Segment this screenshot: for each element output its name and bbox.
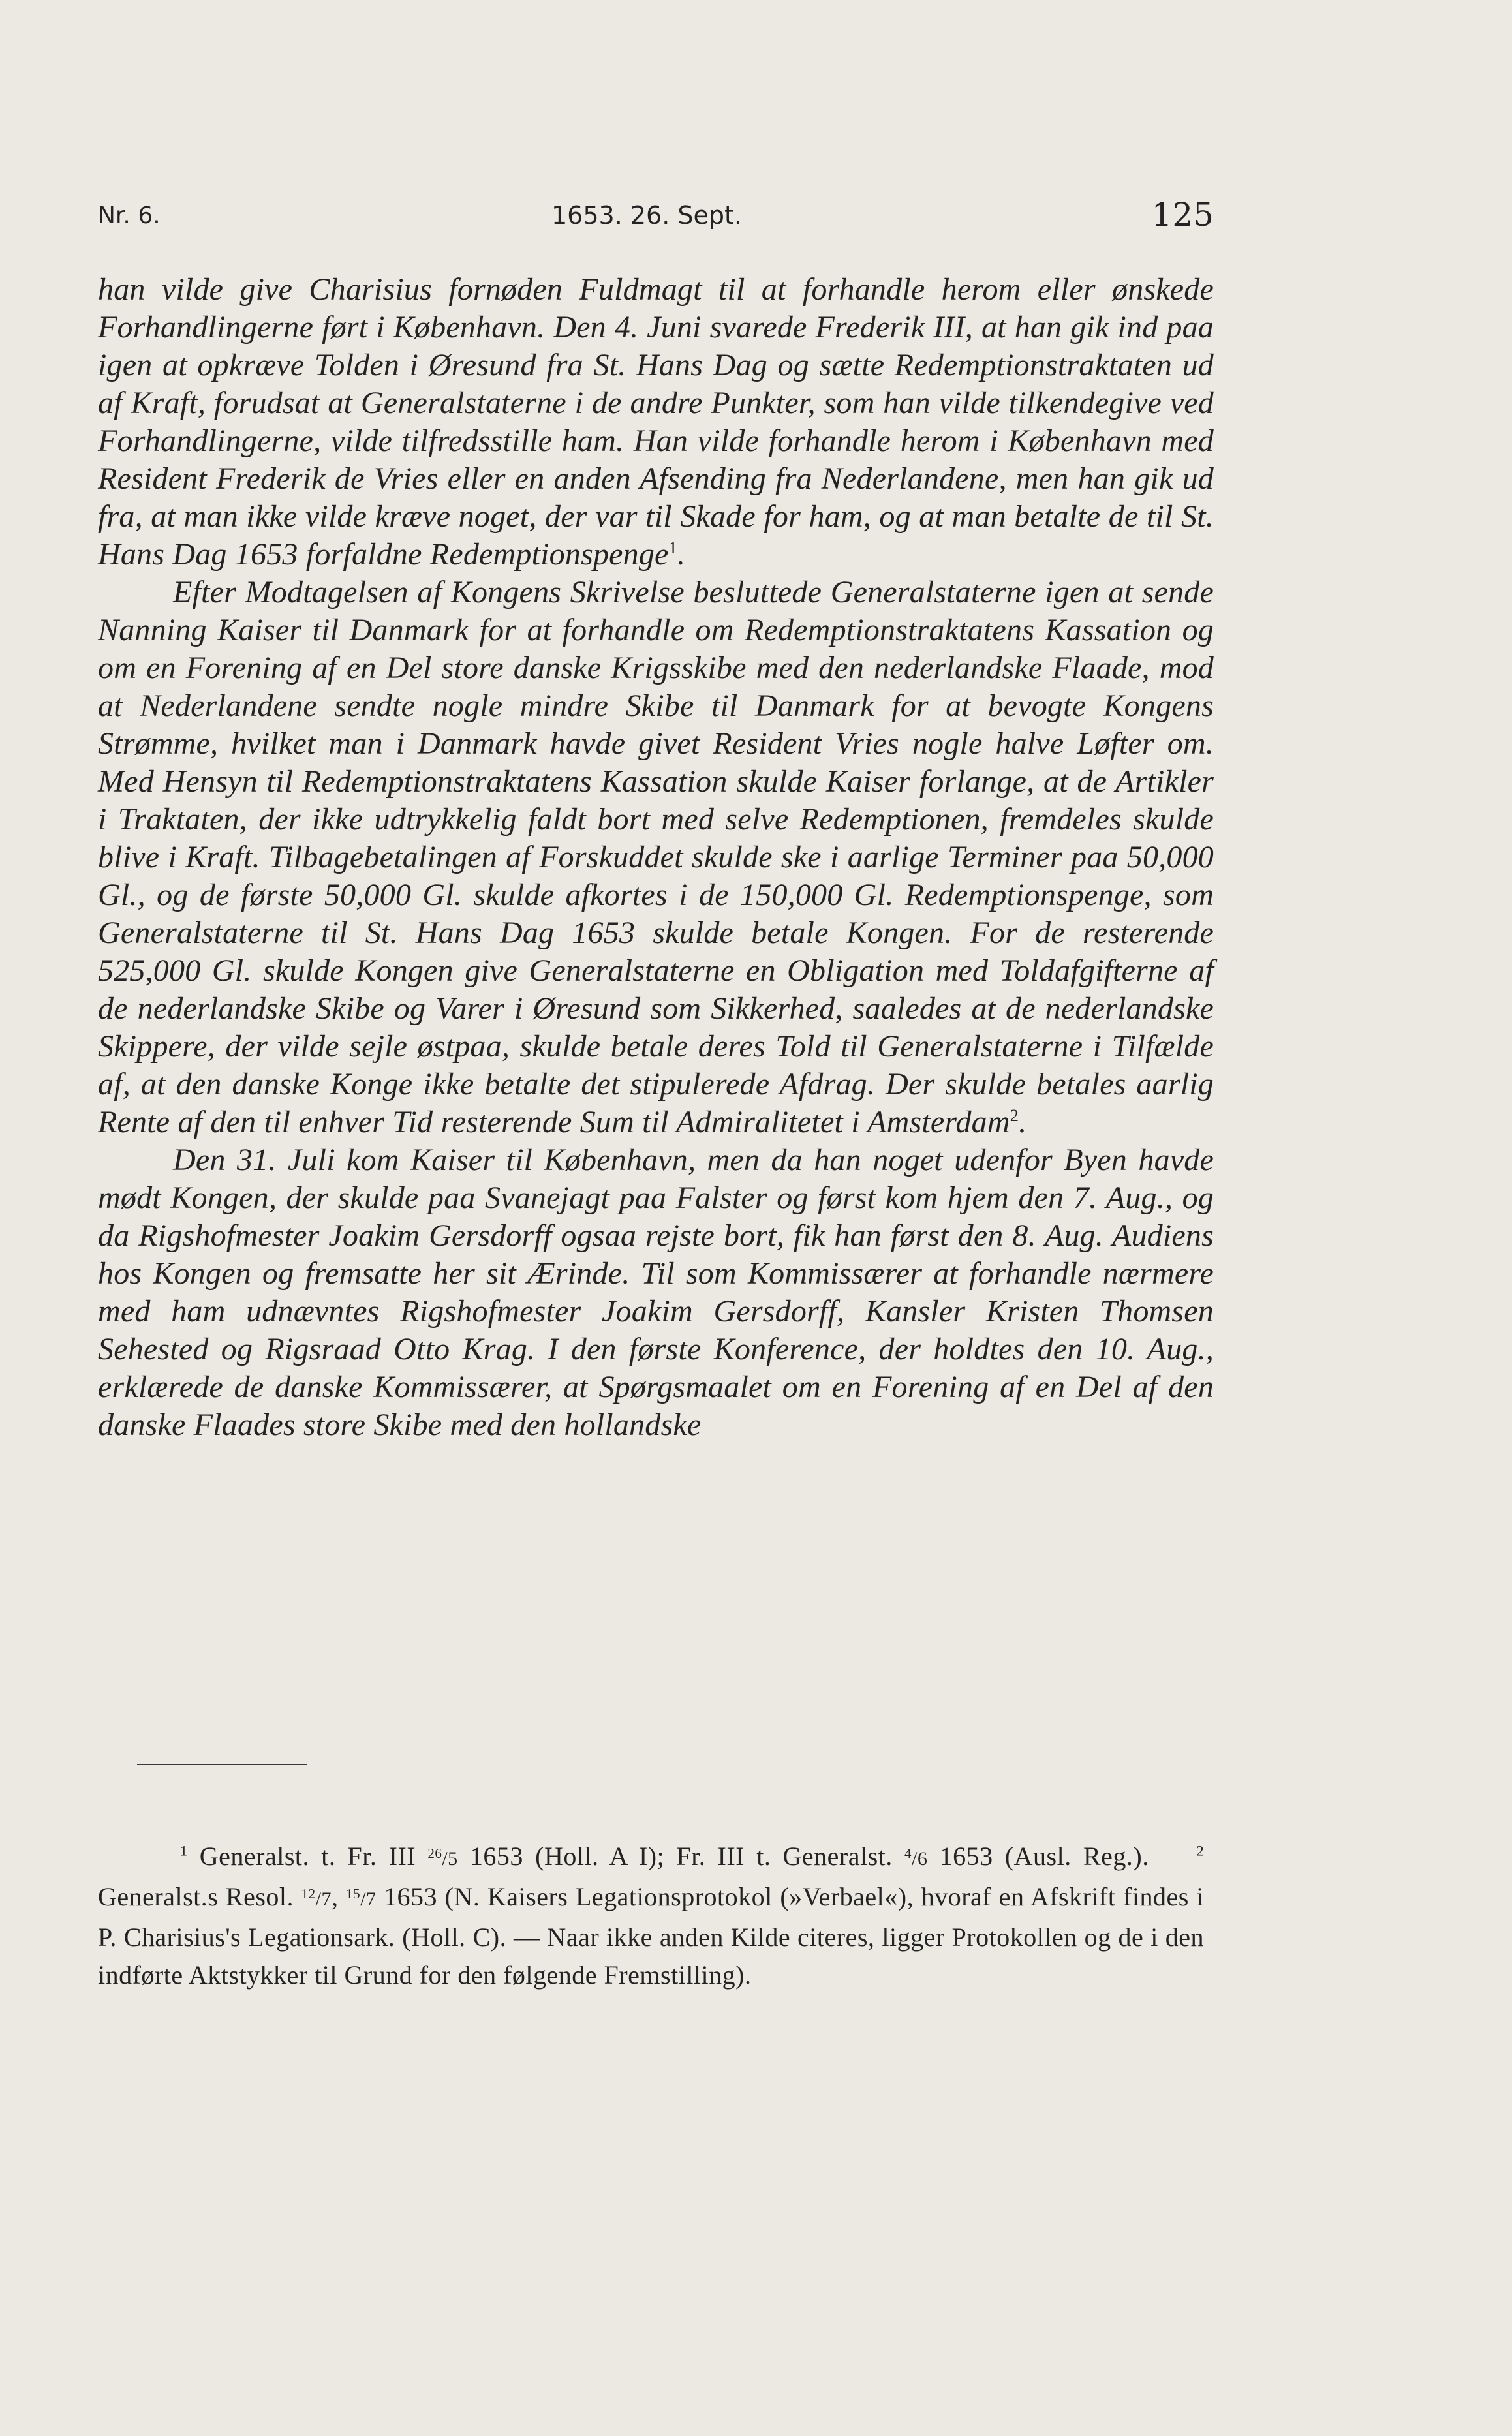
footnote-2-date-2: $^{15}$/7 bbox=[346, 1886, 377, 1910]
paragraph-2-end: . bbox=[1019, 1105, 1027, 1139]
paragraph-3-text: Den 31. Juli kom Kaiser til København, men da han noget udenfor Byen havde mødt Kongen, der skulde paa Svanejagt paa Falster og først kom hjem den 7. Aug., og da Rigshofmester Joakim Gersdorff ogsaa rejste bort, fik han først den 8. Aug. Audiens hos Kongen og fremsatte her sit Ærinde. Til som Kommissærer at forhandle nærmere med ham udnævntes Rigshofmester Joakim Gersdorff, Kansler Kristen Thomsen Sehested og Rigsraad Otto Krag. I den første Konference, der holdtes den 10. Aug., erklærede de danske Kommissærer, at Spørgsmaalet om en Forening af en Del af den danske Flaades store Skibe med den hollandske bbox=[98, 1143, 1214, 1442]
footnote-1-mark: 1 bbox=[180, 1842, 188, 1859]
footnote-1-text-b: 1653 (Holl. A I); Fr. III t. Generalst. bbox=[469, 1842, 893, 1871]
footnotes bbox=[98, 1838, 1204, 1994]
footnote-1-date-1: $^{26}$/5 bbox=[427, 1845, 458, 1870]
page-header bbox=[98, 196, 1214, 248]
footnote-ref-2: 2 bbox=[1010, 1105, 1019, 1125]
footnote-2-text-a: Generalst.s Resol. bbox=[98, 1882, 294, 1911]
paragraph-2 bbox=[98, 574, 1214, 1141]
paragraph-1 bbox=[98, 271, 1214, 574]
footnote-1-date-2: $^4$/6 bbox=[904, 1845, 928, 1870]
paragraph-2-text: Efter Modtagelsen af Kongens Skrivelse besluttede Generalstaterne igen at sende Nanning Kaiser til Danmark for at forhandle om Redemptionstraktatens Kassation og om en Forening af en Del store danske Krigsskibe med den nederlandske Flaade, mod at Nederlandene sendte nogle mindre Skibe til Danmark for at bevogte Kongens Strømme, hvilket man i Danmark havde givet Resident Vries nogle halve Løfter om. Med Hensyn til Redemptionstraktatens Kassation skulde Kaiser forlange, at de Artikler i Traktaten, der ikke udtrykkelig faldt bort med selve Redemptionen, fremdeles skulde blive i Kraft. Tilbagebetalingen af Forskuddet skulde ske i aarlige Terminer paa 50,000 Gl., og de første 50,000 Gl. skulde afkortes i de 150,000 Gl. Redemptionspenge, som Generalstaterne til St. Hans Dag 1653 skulde betale Kongen. For de resterende 525,000 Gl. skulde Kongen give Generalstaterne en Obligation med Toldafgifterne af de nederlandske Skibe og Varer i Øresund som Sikkerhed, saaledes at de nederlandske Skippere, der vilde sejle østpaa, skulde betale deres Told til Generalstaterne i Tilfælde af, at den danske Konge ikke betalte det stipulerede Afdrag. Der skulde betales aarlig Rente af den til enhver Tid resterende Sum til Admiralitetet i Amsterdam bbox=[98, 575, 1214, 1139]
footnote-2-date-1: $^{12}$/7 bbox=[301, 1886, 332, 1910]
page-number: 125 bbox=[1151, 196, 1214, 234]
document-date: 1653. 26. Sept. bbox=[551, 201, 742, 230]
document-number: Nr. 6. bbox=[98, 202, 161, 229]
paragraph-3 bbox=[98, 1141, 1214, 1444]
paragraph-1-text: han vilde give Charisius fornøden Fuldmagt til at forhandle herom eller ønskede Forhandlingerne ført i København. Den 4. Juni svarede Frederik III, at han gik ind paa igen at opkræve Tolden i Øresund fra St. Hans Dag og sætte Redemptionstraktaten ud af Kraft, forudsat at Generalstaterne i de andre Punkter, som han vilde tilkendegive ved Forhandlingerne, vilde tilfredsstille ham. Han vilde forhandle herom i København med Resident Frederik de Vries eller en anden Afsending fra Nederlandene, men han gik ud fra, at man ikke vilde kræve noget, der var til Skade for ham, og at man betalte de til St. Hans Dag 1653 forfaldne Redemptionspenge bbox=[98, 272, 1214, 572]
footnote-block: $^1$ Generalst. t. Fr. III $^{26}$/5 1653 (Holl. A I); Fr. III t. Generalst. $^4$/6 1653 (Ausl. Reg.). $^2$ Generalst.s Resol. $^{12}$/7, $^{15}$/7 1653 (N. Kaisers Legationsprotokol (»Verbael«), hvoraf en Afskrift findes i P. Charisius's Legationsark. (Holl. C). — Naar ikke anden Kilde citeres, ligger Protokollen og de i den indførte Aktstykker til Grund for den følgende Fremstilling). bbox=[98, 1842, 1205, 1990]
main-text bbox=[98, 271, 1214, 1444]
footnote-2-mark: 2 bbox=[1196, 1842, 1205, 1859]
paragraph-1-end: . bbox=[677, 537, 686, 572]
footnote-ref-1: 1 bbox=[668, 538, 677, 557]
footnote-1-text-a: Generalst. t. Fr. III bbox=[199, 1842, 416, 1871]
footnote-2-text-b: 1653 (N. Kaisers Legationsprotokol (»Verbael«), hvoraf en Afskrift findes i P. Charisius's Legationsark. (Holl. C). — Naar ikke anden Kilde citeres, ligger Protokollen og de i den indførte Aktstykker til Grund for den følgende Fremstilling). bbox=[98, 1882, 1205, 1990]
footnote-divider bbox=[137, 1764, 307, 1765]
footnote-1-text-c: 1653 (Ausl. Reg.). bbox=[939, 1842, 1149, 1871]
